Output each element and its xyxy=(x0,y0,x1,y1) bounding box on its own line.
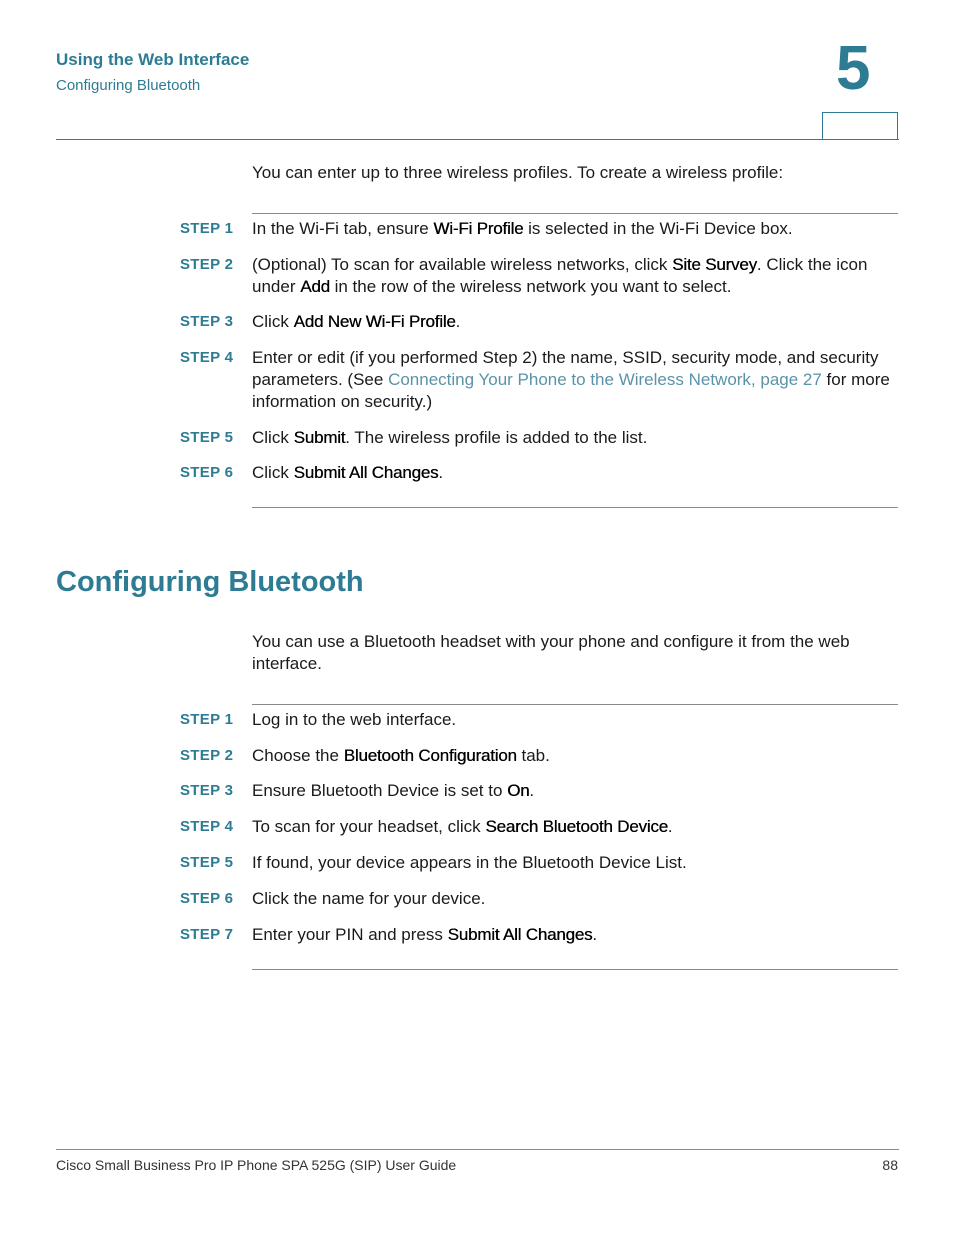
chapter-number-box xyxy=(822,112,898,139)
bluetooth-intro: You can use a Bluetooth headset with your phone and configure it from the web interface. xyxy=(252,632,850,673)
ui-term: Submit All Changes xyxy=(447,925,593,944)
step-label: STEP 3 xyxy=(180,782,234,799)
ui-term: Wi-Fi Profile xyxy=(433,219,524,238)
wifi-intro: You can enter up to three wireless profiles. To create a wireless profile: xyxy=(252,163,784,182)
ui-term: Submit xyxy=(293,428,346,447)
step-text: Click Submit. The wireless profile is added to the list. xyxy=(252,428,648,447)
step-text: If found, your device appears in the Bluetooth Device List. xyxy=(252,853,687,872)
step-text: Choose the Bluetooth Configuration tab. xyxy=(252,746,550,765)
step-label: STEP 6 xyxy=(180,464,234,481)
step-text: Enter your PIN and press Submit All Changes. xyxy=(252,925,598,944)
step-label: STEP 4 xyxy=(180,349,234,366)
header-divider xyxy=(56,139,899,140)
chapter-title: Using the Web Interface xyxy=(56,50,250,69)
footer-divider xyxy=(56,1149,899,1150)
ui-term: Add New Wi-Fi Profile xyxy=(293,312,456,331)
ui-term: Add xyxy=(300,277,330,296)
step-text: Click the name for your device. xyxy=(252,889,486,908)
procedure-bottom-rule xyxy=(252,507,898,508)
step-label: STEP 7 xyxy=(180,926,234,943)
step-label: STEP 6 xyxy=(180,890,234,907)
step-text: Click Submit All Changes. xyxy=(252,463,444,482)
step-label: STEP 5 xyxy=(180,854,234,871)
step-label: STEP 4 xyxy=(180,818,234,835)
step-label: STEP 3 xyxy=(180,313,234,330)
chapter-number: 5 xyxy=(836,34,871,103)
section-subtitle: Configuring Bluetooth xyxy=(56,77,201,94)
procedure-top-rule xyxy=(252,213,898,214)
step-text: Enter or edit (if you performed Step 2) the name, SSID, security mode, and security parameters. (See Connecting Your Phone to the Wireless Network, page 27 for more information on security.) xyxy=(252,348,890,411)
procedure-top-rule xyxy=(252,704,898,705)
step-text: Click Add New Wi-Fi Profile. xyxy=(252,312,461,331)
ui-term: Bluetooth Configuration xyxy=(343,746,517,765)
step-text: (Optional) To scan for available wireless networks, click Site Survey. Click the icon under Add in the row of the wireless network you want to select. xyxy=(252,255,868,296)
step-label: STEP 5 xyxy=(180,429,234,446)
ui-term: On xyxy=(507,781,530,800)
step-text: In the Wi-Fi tab, ensure Wi-Fi Profile is selected in the Wi-Fi Device box. xyxy=(252,219,793,238)
step-label: STEP 2 xyxy=(180,256,234,273)
step-label: STEP 1 xyxy=(180,220,234,237)
step-label: STEP 1 xyxy=(180,711,234,728)
step-text: Ensure Bluetooth Device is set to On. xyxy=(252,781,535,800)
step-label: STEP 2 xyxy=(180,747,234,764)
page-number: 88 xyxy=(882,1157,898,1173)
ui-term: Site Survey xyxy=(672,255,757,274)
cross-reference-link[interactable]: Connecting Your Phone to the Wireless Network, page 27 xyxy=(388,370,822,389)
footer-guide-title: Cisco Small Business Pro IP Phone SPA 525G (SIP) User Guide xyxy=(56,1157,457,1173)
ui-term: Search Bluetooth Device xyxy=(485,817,668,836)
ui-term: Submit All Changes xyxy=(293,463,439,482)
procedure-bottom-rule xyxy=(252,969,898,970)
step-text: Log in to the web interface. xyxy=(252,710,457,729)
step-text: To scan for your headset, click Search Bluetooth Device. xyxy=(252,817,673,836)
section-heading: Configuring Bluetooth xyxy=(56,566,364,598)
